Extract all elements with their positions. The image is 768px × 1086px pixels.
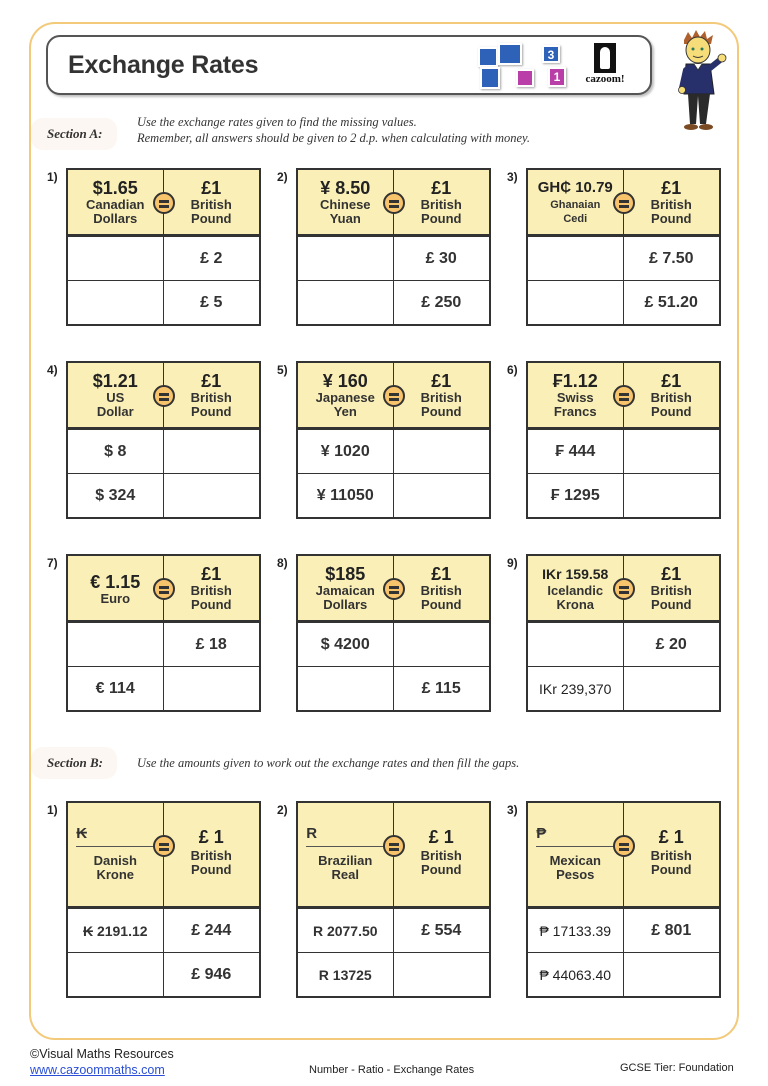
answer-row: [298, 429, 489, 473]
gbp-rate: [624, 170, 720, 234]
currency-name: Jamaican: [315, 583, 375, 598]
answer-row: [68, 666, 259, 710]
logo-tile-icon: [498, 43, 522, 65]
rate-amount: $185: [325, 564, 366, 584]
mascot-boy-icon: [668, 30, 728, 134]
answer-row: [298, 952, 489, 996]
foreign-amount-cell[interactable]: ₣ 1295: [528, 474, 624, 517]
gbp-name: Pound: [651, 862, 692, 877]
rate-header: [298, 170, 489, 236]
gbp-name: Pound: [421, 862, 462, 877]
gbp-amount-cell[interactable]: £ 244: [191, 921, 232, 939]
currency-name: Dollar: [96, 404, 134, 419]
foreign-rate: [528, 170, 624, 234]
question-number: 1): [47, 803, 58, 817]
answer-row: [298, 280, 489, 324]
gbp-name: British: [190, 583, 232, 598]
currency-name: US: [106, 390, 125, 405]
gbp-rate: [624, 556, 720, 620]
rate-header: [298, 363, 489, 429]
currency-name: Krone: [96, 867, 135, 882]
foreign-rate: [528, 803, 624, 906]
gbp-name: British: [420, 583, 462, 598]
gbp-amount-cell[interactable]: £ 30: [425, 249, 457, 267]
exchange-card: [66, 168, 261, 326]
question-number: 3): [507, 803, 518, 817]
foreign-rate: [298, 556, 394, 620]
gbp-amount-cell[interactable]: £ 18: [195, 635, 227, 653]
currency-name: Chinese: [319, 197, 371, 212]
gbp-name: Pound: [191, 862, 232, 877]
foreign-amount-cell[interactable]: R 2077.50: [298, 909, 394, 952]
rate-amount: ₣1.12: [552, 371, 598, 391]
rate-amount: ¥ 160: [322, 371, 368, 391]
gbp-name: Pound: [191, 597, 232, 612]
foreign-amount-cell[interactable]: ₭ 2191.12: [68, 909, 164, 952]
footer-tier: GCSE Tier: Foundation: [620, 1062, 734, 1074]
equals-icon: [383, 578, 405, 600]
gbp-amount: £ 1: [198, 827, 224, 847]
currency-name: Dollars: [93, 211, 138, 226]
answer-row: [528, 236, 719, 280]
currency-name: Euro: [100, 591, 131, 606]
answer-row: [528, 666, 719, 710]
foreign-amount-cell[interactable]: ₱ 17133.39: [528, 909, 624, 952]
currency-name: Swiss: [556, 390, 594, 405]
answer-row: [68, 908, 259, 952]
gbp-name: British: [650, 197, 692, 212]
rate-header: [68, 803, 259, 908]
section-b-label: Section B:: [31, 747, 117, 779]
gbp-name: British: [190, 848, 232, 863]
cazoom-brand: [578, 43, 632, 89]
currency-name: Japanese: [315, 390, 375, 405]
gbp-name: Pound: [651, 597, 692, 612]
gbp-amount: £1: [661, 178, 682, 198]
exchange-card: [526, 554, 721, 712]
gbp-amount-cell[interactable]: £ 2: [200, 249, 223, 267]
rate-blank[interactable]: [306, 825, 384, 847]
cazoom-brand-text: cazoom!: [585, 73, 625, 85]
website-link[interactable]: www.cazoommaths.com: [30, 1063, 165, 1077]
currency-name: Dollars: [323, 597, 368, 612]
currency-name: Pesos: [556, 867, 595, 882]
rate-header: [528, 803, 719, 908]
foreign-amount-cell[interactable]: ₣ 444: [528, 430, 624, 473]
currency-name: Mexican: [549, 853, 601, 868]
foreign-amount-cell[interactable]: ₱ 44063.40: [528, 953, 624, 996]
gbp-name: Pound: [421, 211, 462, 226]
equals-icon: [613, 192, 635, 214]
currency-name: Cedi: [563, 213, 588, 225]
rate-amount: ¥ 8.50: [320, 178, 371, 198]
gbp-amount: £1: [431, 178, 452, 198]
rate-header: [528, 363, 719, 429]
gbp-amount-cell[interactable]: £ 801: [651, 921, 692, 939]
equals-icon: [383, 835, 405, 857]
rate-header: [68, 556, 259, 622]
logo-tile-icon: [516, 69, 534, 87]
rate-amount: $1.21: [92, 371, 138, 391]
gbp-amount-cell[interactable]: [394, 474, 490, 517]
foreign-rate: [68, 170, 164, 234]
instruction-line: Remember, all answers should be given to 2 d.p. when calculating with money.: [137, 131, 531, 145]
gbp-amount-cell[interactable]: £ 51.20: [644, 293, 698, 311]
answer-row: [298, 622, 489, 666]
answer-row: [68, 236, 259, 280]
gbp-rate: [394, 170, 490, 234]
question-number: 6): [507, 363, 518, 377]
gbp-name: Pound: [191, 404, 232, 419]
foreign-rate: [298, 363, 394, 427]
question-number: 9): [507, 556, 518, 570]
question-number: 7): [47, 556, 58, 570]
exchange-card: [296, 554, 491, 712]
question-number: 5): [277, 363, 288, 377]
question-number: 2): [277, 803, 288, 817]
foreign-amount-cell[interactable]: ¥ 11050: [298, 474, 394, 517]
gbp-amount-cell[interactable]: £ 20: [655, 635, 687, 653]
question-number: 8): [277, 556, 288, 570]
gbp-amount-cell[interactable]: [164, 474, 260, 517]
foreign-rate: [298, 803, 394, 906]
foreign-rate: [298, 170, 394, 234]
foreign-amount-cell[interactable]: $ 4200: [298, 623, 394, 666]
gbp-amount: £1: [431, 371, 452, 391]
foreign-amount-cell[interactable]: [528, 237, 624, 280]
gbp-name: Pound: [651, 211, 692, 226]
foreign-rate: [68, 363, 164, 427]
rate-header: [298, 803, 489, 908]
currency-name: Ghanaian: [550, 199, 601, 211]
rate-amount: GH₵ 10.79: [537, 179, 613, 196]
currency-name: Icelandic: [547, 583, 604, 598]
exchange-card: [296, 168, 491, 326]
rate-amount: IKr 159.58: [542, 566, 609, 582]
exchange-card: [66, 361, 261, 519]
gbp-amount-cell[interactable]: [624, 430, 720, 473]
currency-symbol: R: [306, 825, 318, 842]
currency-name: Krona: [556, 597, 595, 612]
answer-row: [298, 908, 489, 952]
gbp-amount-cell[interactable]: £ 554: [421, 921, 462, 939]
answer-row: [528, 473, 719, 517]
instruction-line: Use the exchange rates given to find the missing values.: [137, 115, 417, 129]
exchange-card: [526, 361, 721, 519]
gbp-rate: [394, 363, 490, 427]
rate-header: [528, 170, 719, 236]
currency-symbol: ₱: [536, 825, 547, 842]
foreign-rate: [528, 363, 624, 427]
logo-tile-icon: [480, 67, 500, 89]
gbp-amount: £1: [661, 371, 682, 391]
equals-icon: [153, 385, 175, 407]
gbp-name: British: [190, 197, 232, 212]
foreign-amount-cell[interactable]: € 114: [68, 667, 164, 710]
gbp-rate: [164, 556, 260, 620]
foreign-amount-cell[interactable]: [298, 667, 394, 710]
gbp-rate: [164, 170, 260, 234]
exchange-card: [296, 801, 491, 998]
currency-name: Brazilian: [318, 853, 373, 868]
footer-topic: Number - Ratio - Exchange Rates: [309, 1064, 475, 1076]
gbp-rate: [394, 803, 490, 906]
foreign-amount-cell[interactable]: [298, 281, 394, 324]
gbp-amount-cell[interactable]: £ 5: [200, 293, 223, 311]
title-banner: [46, 35, 652, 95]
foreign-amount-cell[interactable]: [298, 237, 394, 280]
gbp-amount-cell[interactable]: [164, 667, 260, 710]
cazoom-cup-icon: [594, 43, 616, 73]
foreign-rate: [528, 556, 624, 620]
currency-name: Francs: [553, 404, 597, 419]
foreign-rate: [68, 556, 164, 620]
gbp-name: Pound: [421, 597, 462, 612]
answer-row: [528, 908, 719, 952]
currency-name: Yen: [333, 404, 357, 419]
foreign-amount-cell[interactable]: [528, 281, 624, 324]
gbp-rate: [624, 363, 720, 427]
gbp-amount: £ 1: [658, 827, 684, 847]
foreign-amount-cell[interactable]: [68, 237, 164, 280]
answer-row: [68, 429, 259, 473]
gbp-name: British: [420, 848, 462, 863]
rate-blank[interactable]: [76, 825, 154, 847]
equals-icon: [383, 192, 405, 214]
gbp-amount-cell[interactable]: [394, 953, 490, 996]
cazoom-logo: [478, 41, 648, 91]
gbp-amount-cell[interactable]: [394, 623, 490, 666]
exchange-card: [66, 554, 261, 712]
foreign-amount-cell[interactable]: IKr 239,370: [528, 667, 624, 710]
gbp-amount: £1: [201, 371, 222, 391]
answer-row: [68, 952, 259, 996]
gbp-amount-cell[interactable]: £ 250: [421, 293, 462, 311]
foreign-rate: [68, 803, 164, 906]
gbp-name: British: [650, 583, 692, 598]
gbp-name: Pound: [651, 404, 692, 419]
foreign-amount-cell[interactable]: $ 8: [68, 430, 164, 473]
logo-number-tile-icon: 1: [548, 67, 566, 87]
equals-icon: [613, 385, 635, 407]
copyright-text: ©Visual Maths Resources: [30, 1047, 174, 1061]
currency-name: Real: [331, 867, 359, 882]
exchange-card: [66, 801, 261, 998]
foreign-amount-cell[interactable]: R 13725: [298, 953, 394, 996]
currency-name: Yuan: [329, 211, 361, 226]
rate-amount: € 1.15: [90, 572, 141, 592]
currency-symbol: ₭: [76, 825, 88, 842]
equals-icon: [613, 835, 635, 857]
answer-row: [68, 280, 259, 324]
answer-row: [528, 622, 719, 666]
question-number: 1): [47, 170, 58, 184]
gbp-amount-cell[interactable]: £ 946: [191, 965, 232, 983]
foreign-amount-cell[interactable]: ¥ 1020: [298, 430, 394, 473]
answer-row: [68, 622, 259, 666]
answer-row: [528, 429, 719, 473]
gbp-amount-cell[interactable]: £ 7.50: [649, 249, 694, 267]
gbp-amount-cell[interactable]: [624, 953, 720, 996]
exchange-card: [526, 801, 721, 998]
page-title: Exchange Rates: [68, 51, 259, 79]
gbp-amount: £1: [431, 564, 452, 584]
gbp-amount-cell[interactable]: [164, 430, 260, 473]
answer-row: [68, 473, 259, 517]
gbp-rate: [164, 803, 260, 906]
equals-icon: [153, 835, 175, 857]
rate-header: [528, 556, 719, 622]
equals-icon: [153, 578, 175, 600]
question-number: 2): [277, 170, 288, 184]
question-number: 3): [507, 170, 518, 184]
exchange-card: [296, 361, 491, 519]
rate-header: [68, 170, 259, 236]
foreign-amount-cell[interactable]: [68, 281, 164, 324]
equals-icon: [153, 192, 175, 214]
foreign-amount-cell[interactable]: $ 324: [68, 474, 164, 517]
gbp-rate: [624, 803, 720, 906]
exchange-card: [526, 168, 721, 326]
section-a-label: Section A:: [31, 118, 117, 150]
gbp-amount-cell[interactable]: [624, 667, 720, 710]
gbp-name: Pound: [421, 404, 462, 419]
foreign-amount-cell[interactable]: [528, 623, 624, 666]
gbp-name: British: [420, 197, 462, 212]
gbp-rate: [394, 556, 490, 620]
logo-tile-icon: [478, 47, 498, 67]
gbp-amount-cell[interactable]: [624, 474, 720, 517]
foreign-amount-cell[interactable]: [68, 953, 164, 996]
answer-row: [528, 280, 719, 324]
gbp-name: British: [190, 390, 232, 405]
answer-row: [298, 666, 489, 710]
rate-header: [68, 363, 259, 429]
gbp-name: British: [650, 390, 692, 405]
currency-name: Danish: [93, 853, 137, 868]
section-a-instructions: [137, 114, 530, 146]
question-number: 4): [47, 363, 58, 377]
gbp-amount-cell[interactable]: £ 115: [421, 679, 461, 697]
gbp-amount: £1: [201, 178, 222, 198]
gbp-amount-cell[interactable]: [394, 430, 490, 473]
rate-amount: $1.65: [92, 178, 138, 198]
section-b-instructions: Use the amounts given to work out the exchange rates and then fill the gaps.: [137, 756, 520, 770]
answer-row: [528, 952, 719, 996]
gbp-amount: £ 1: [428, 827, 454, 847]
footer-credits: [30, 1046, 174, 1078]
currency-name: Canadian: [85, 197, 145, 212]
rate-header: [298, 556, 489, 622]
gbp-name: British: [650, 848, 692, 863]
gbp-amount: £1: [201, 564, 222, 584]
rate-blank[interactable]: [536, 825, 614, 847]
equals-icon: [383, 385, 405, 407]
foreign-amount-cell[interactable]: [68, 623, 164, 666]
answer-row: [298, 473, 489, 517]
answer-row: [298, 236, 489, 280]
logo-number-tile-icon: 3: [542, 45, 560, 63]
equals-icon: [613, 578, 635, 600]
gbp-name: British: [420, 390, 462, 405]
gbp-name: Pound: [191, 211, 232, 226]
gbp-amount: £1: [661, 564, 682, 584]
gbp-rate: [164, 363, 260, 427]
